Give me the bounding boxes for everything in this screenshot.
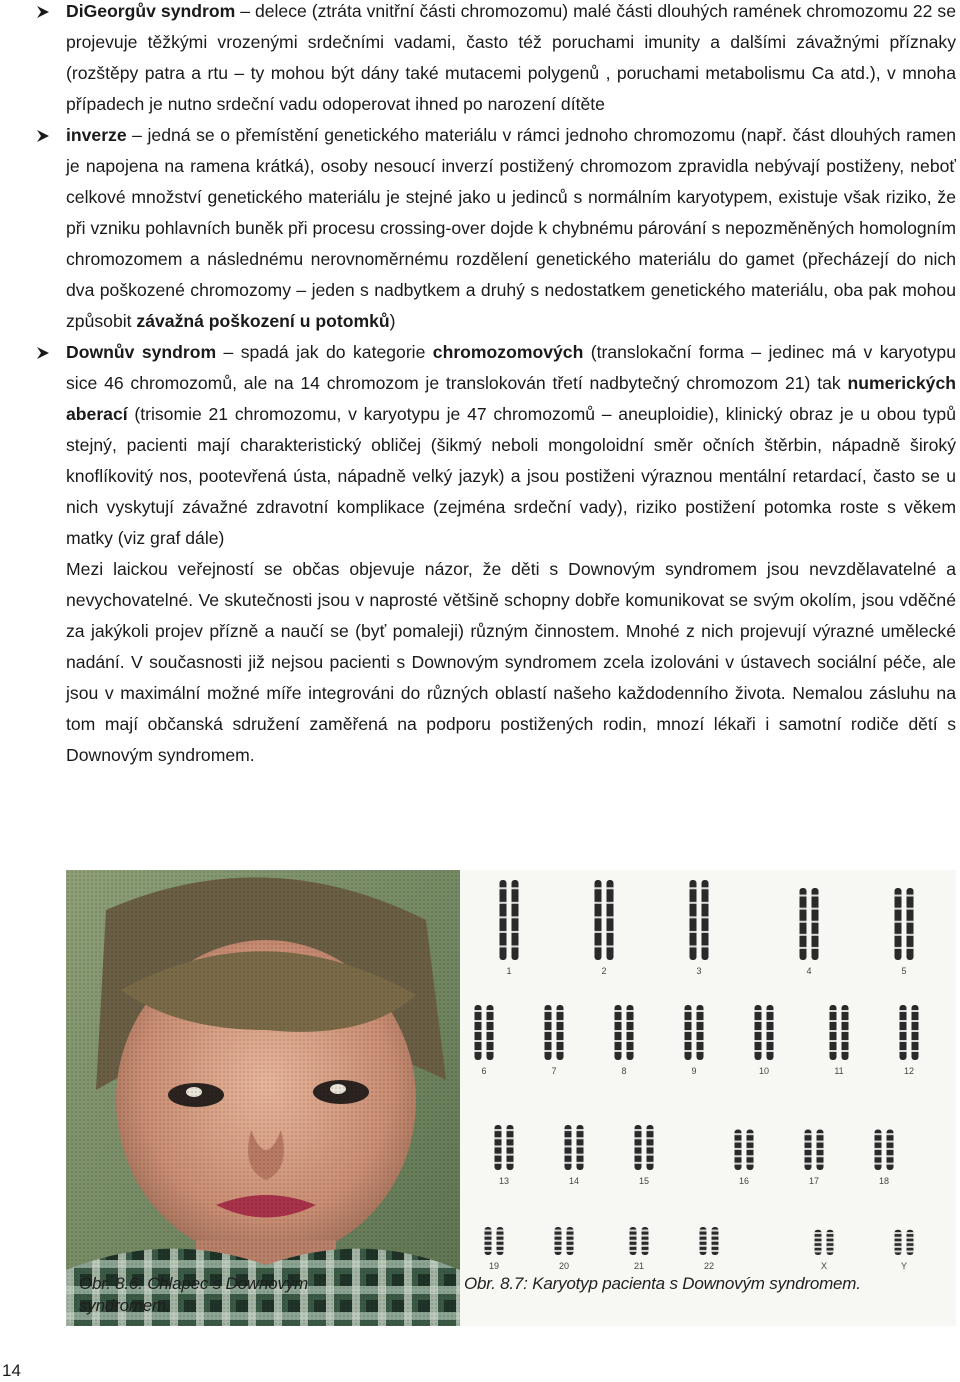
chromosome-pair (495, 1125, 514, 1186)
chromosome-label: 14 (568, 1176, 580, 1186)
text-run: (trisomie 21 chromozomu, v karyotypu je 47 chromozomů – aneuploidie), klinický obraz je u obou typů stejný, pacienti mají charakteristický obličej (šikmý neboli mongoloidní směr očních štěrbin, nápadně široký knoflíkovitý nos, pootevřená ústa, nápadně velký jazyk) a jsou postiženi výraznou mentální retardací, často se u nich vyskytují závažné zdravotní komplikace (zejména srdeční vady), riziko postižení potomka roste s věkem matky (viz graf dále) (66, 404, 956, 548)
text-run: Mezi laickou veřejností se občas objevuje názor, že děti s Downovým syndromem jsou nevzdělavatelné a nevychovatelné. Ve skutečnosti jsou v naprosté většině schopny dobře komunikovat se svým okolím, jsou vděčné za jakýkoli projev přízně a naučí se (byť pomaleji) různým činnostem. Mnohé z nich projevují výrazné umělecké nadání. V současnosti již nejsou pacienti s Downovým syndromem zcela izolováni v ústavech sociální péče, ale jsou v maximální možné míře integrováni do různých oblastí našeho každodenního života. Nemalou zásluhu na tom mají občanská sdružení zaměřená na podporu postižených rodin, mnozí lékaři i samotní rodiče dětí s Downovým syndromem. (66, 559, 956, 765)
chromosome-pair (895, 1230, 914, 1270)
bullet-item (36, 120, 956, 337)
text-run: – spadá jak do kategorie (216, 342, 433, 362)
chromosome-pair (700, 1227, 719, 1270)
chromosome-label: 16 (738, 1176, 750, 1186)
text-run: – delece (ztráta vnitřní části chromozomu) malé části dlouhých ramének chromozomu 22 se projevuje těžkými vrozenými srdečními vadami, často též poruchami imunity a dalšími závažnými příznaky (rozštěpy patra a rtu – ty mohou být dány také mutacemi polygenů , poruchami metabolismu Ca atd.), v mnoha případech je nutno srdeční vadu odoperovat ihned po narození dítěte (66, 1, 956, 114)
photo-boy-down-syndrome (66, 870, 460, 1326)
bold-text: chromozomových (432, 342, 584, 362)
chromosome-pair (800, 888, 819, 976)
chromosome-label: 13 (498, 1176, 510, 1186)
chromosome-label: 22 (703, 1261, 715, 1270)
chromosome-pair (815, 1230, 834, 1270)
chromosome-label: 11 (834, 1066, 844, 1076)
text-run: – jedná se o přemístění genetického materiálu v rámci jednoho chromozomu (např. část dlouhých ramen je napojena na ramena krátká), osoby nesoucí inverzí postižený chromozom zpravidla nebývají postiženy, neboť celkové množství genetického materiálu je stejné jako u jedinců s normálním karyotypem, existuje však riziko, že při vzniku pohlavních buněk při procesu crossing-over dojde k chybnému párování s nepozměněných homologním chromozomem a následnému nerovnoměrnému rozdělení genetického materiálu do gamet (přecházejí do nich dva poškozené chromozomy – jeden s nadbytkem a druhý s nedostatkem genetického materiálu, oba pak mohou způsobit (66, 125, 956, 331)
chromosome-label: 17 (808, 1176, 820, 1186)
chromosome-label: 5 (901, 966, 907, 976)
chromosome-label: 20 (558, 1261, 570, 1270)
photo-illustration-icon (66, 870, 460, 1326)
chromosome-label: 15 (638, 1176, 650, 1186)
bullet-item (36, 0, 956, 120)
chromosome-pair (565, 1125, 584, 1186)
bold-text: DiGeorgův syndrom (66, 1, 236, 21)
chromosome-pair (630, 1227, 649, 1270)
text-run: ) (389, 311, 396, 331)
bold-text: inverze (66, 125, 127, 145)
chromosome-pair (755, 1005, 774, 1076)
caption-karyotype: Obr. 8.7: Karyotyp pacienta s Downovým syndromem. (464, 1274, 861, 1293)
chromosome-pair (595, 880, 614, 976)
chromosome-pair (500, 880, 519, 976)
text-run: (translokační forma – jedinec má v karyotypu sice 46 chromozomů, ale na 14 chromozom je translokován třetí nadbytečný chromozom 21) tak (66, 342, 956, 393)
chromosome-pair (805, 1130, 824, 1187)
chromosome-pair (475, 1005, 494, 1076)
chromosome-label: 1 (506, 966, 512, 976)
chromosome-label: 21 (633, 1261, 645, 1270)
chromosome-pair (635, 1125, 654, 1186)
chromosome-label: 18 (878, 1176, 890, 1186)
chromosome-label: X (820, 1261, 828, 1270)
chromosome-label: 9 (691, 1066, 697, 1076)
chromosome-pair (900, 1005, 919, 1076)
bold-text: závažná poškození u potomků (136, 311, 390, 331)
bullet-item (36, 337, 956, 554)
bold-text: numerických aberací (66, 373, 956, 424)
arrow-bullet-icon (36, 129, 50, 143)
chromosome-pair (690, 880, 709, 976)
chromosome-pair (545, 1005, 564, 1076)
chromosome-label: 7 (551, 1066, 557, 1076)
chromosome-pair (685, 1005, 704, 1076)
page-number: 14 (2, 1361, 21, 1380)
caption-photo: Obr. 8.6: Chlapec s Downovým syndromem. (79, 1274, 309, 1315)
chromosome-label: Y (900, 1261, 908, 1270)
chromosome-pair (895, 888, 914, 976)
arrow-bullet-icon (36, 346, 50, 360)
document-body (36, 0, 956, 771)
chromosome-label: 3 (696, 966, 702, 976)
chromosome-pair (830, 1005, 849, 1076)
chromosome-pair (615, 1005, 634, 1076)
chromosome-label: 4 (806, 966, 812, 976)
chromosome-label: 6 (481, 1066, 487, 1076)
chromosome-label: 2 (601, 966, 607, 976)
chromosome-pair (875, 1130, 894, 1187)
chromosome-label: 12 (903, 1066, 915, 1076)
paragraph (36, 554, 956, 771)
chromosome-pair (485, 1227, 504, 1270)
chromosome-pair (555, 1227, 574, 1270)
chromosome-label: 19 (488, 1261, 500, 1270)
karyotype-chart (464, 870, 956, 1270)
chromosome-label: 10 (758, 1066, 770, 1076)
chromosome-label: 8 (621, 1066, 627, 1076)
chromosome-pair (735, 1130, 754, 1187)
arrow-bullet-icon (36, 5, 50, 19)
bold-text: Downův syndrom (66, 342, 217, 362)
figure (66, 870, 956, 1326)
